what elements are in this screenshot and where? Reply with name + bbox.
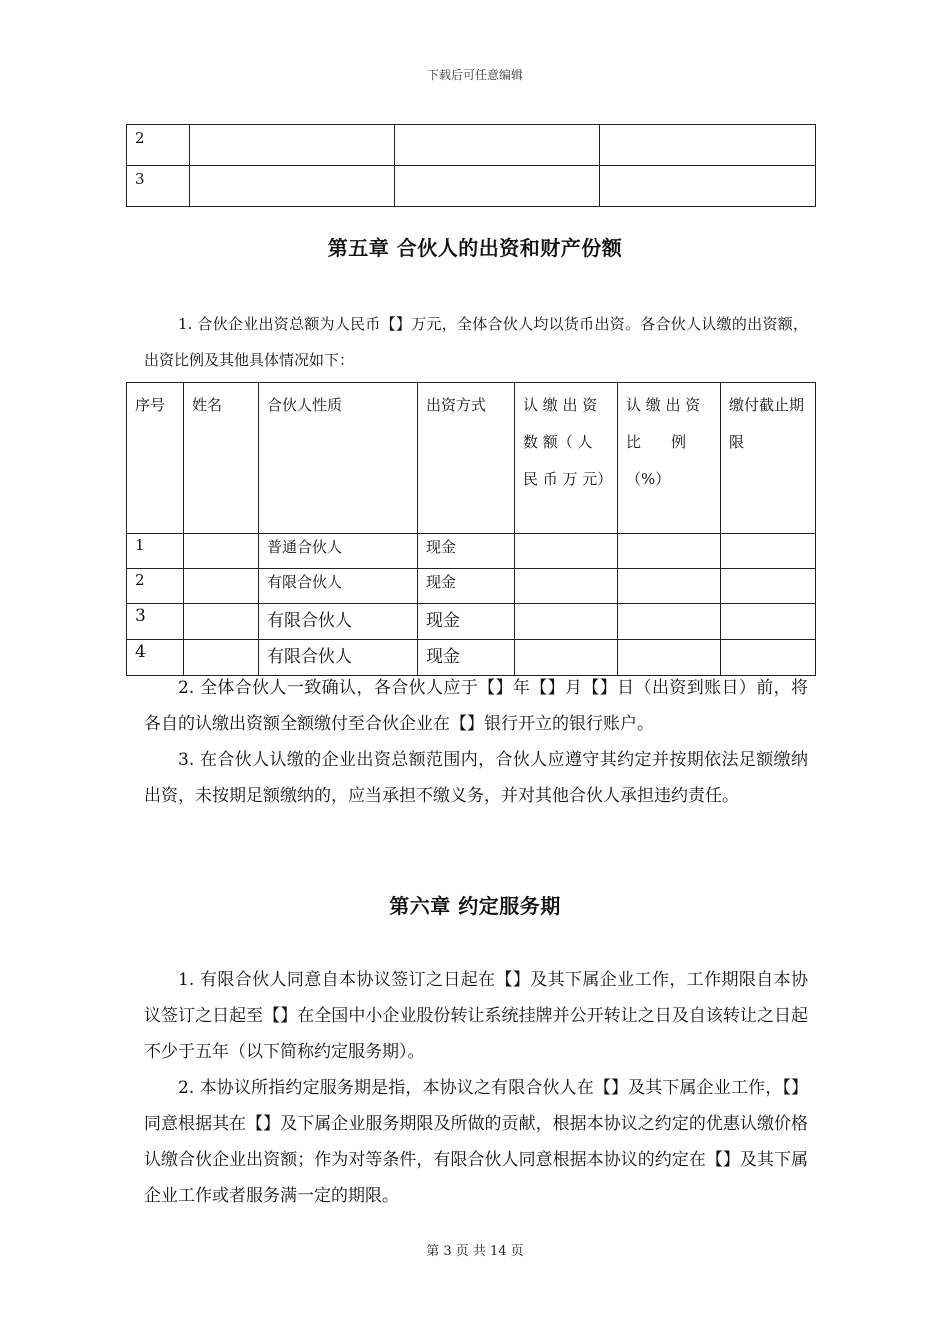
cell-name bbox=[184, 534, 259, 569]
table-row bbox=[127, 569, 816, 604]
chapter-6-para-1: 1. 有限合伙人同意自本协议签订之日起在【】及其下属企业工作，工作期限自本协议签订之日起至【】在全国中小企业股份转让系统挂牌并公开转让之日及自该转让之日起不少于五年（以下简称约定服务期）。 bbox=[144, 970, 808, 1062]
chapter-6-title: 第六章 约定服务期 bbox=[389, 894, 561, 918]
chapter-6-para-2: 2. 本协议所指约定服务期是指，本协议之有限合伙人在【】及其下属企业工作，【】同意根据其在【】及下属企业服务期限及所做的贡献，根据本协议之约定的优惠认缴价格认缴合伙企业出资额；作为对等条件，有限合伙人同意根据本协议的约定在【】及其下属企业工作或者服务满一定的期限。 bbox=[144, 1078, 808, 1206]
cell-ratio bbox=[618, 534, 721, 569]
cell-method: 现金 bbox=[418, 534, 515, 569]
cell-method: 现金 bbox=[418, 569, 515, 604]
header-cell-amount: 认 缴 出 资 数 额（ 人 民 币 万 元） bbox=[515, 383, 618, 534]
continued-table bbox=[126, 124, 816, 207]
cell-amount bbox=[515, 534, 618, 569]
cell-method: 现金 bbox=[418, 640, 515, 676]
header-cell-ratio: 认 缴 出 资 比 例（%） bbox=[618, 383, 721, 534]
header-cell-deadline: 缴付截止期限 bbox=[721, 383, 816, 534]
cell-ratio bbox=[618, 604, 721, 640]
cell-deadline bbox=[721, 604, 816, 640]
table-cell bbox=[395, 125, 600, 166]
cell-ratio bbox=[618, 569, 721, 604]
table-row bbox=[127, 534, 816, 569]
cell-num: 3 bbox=[127, 604, 184, 640]
contribution-table bbox=[126, 382, 816, 676]
table-cell-num: 3 bbox=[127, 166, 190, 207]
page-header: 下载后可任意编辑 bbox=[426, 68, 523, 82]
header-cell-method: 出资方式 bbox=[418, 383, 515, 534]
header-cell-name: 姓名 bbox=[184, 383, 259, 534]
table-cell bbox=[190, 166, 395, 207]
cell-type: 有限合伙人 bbox=[259, 569, 418, 604]
table-cell bbox=[190, 125, 395, 166]
table-cell bbox=[395, 166, 600, 207]
table-row bbox=[127, 166, 816, 207]
chapter-5-title: 第五章 合伙人的出资和财产份额 bbox=[327, 236, 623, 260]
page-footer: 第 3 页 共 14 页 bbox=[426, 1244, 524, 1259]
table-row bbox=[127, 604, 816, 640]
cell-num: 4 bbox=[127, 640, 184, 676]
chapter-5-para-3: 3. 在合伙人认缴的企业出资总额范围内，合伙人应遵守其约定并按期依法足额缴纳出资，未按期足额缴纳的，应当承担不缴义务，并对其他合伙人承担违约责任。 bbox=[144, 750, 808, 806]
cell-type: 普通合伙人 bbox=[259, 534, 418, 569]
table-cell-num: 2 bbox=[127, 125, 190, 166]
cell-num: 2 bbox=[127, 569, 184, 604]
cell-name bbox=[184, 569, 259, 604]
table-cell bbox=[600, 125, 816, 166]
cell-deadline bbox=[721, 534, 816, 569]
table-cell bbox=[600, 166, 816, 207]
cell-deadline bbox=[721, 569, 816, 604]
chapter-5-para-1: 1. 合伙企业出资总额为人民币【】万元，全体合伙人均以货币出资。各合伙人认缴的出资额，出资比例及其他具体情况如下： bbox=[144, 315, 808, 369]
header-cell-seq: 序号 bbox=[127, 383, 184, 534]
header-cell-type: 合伙人性质 bbox=[259, 383, 418, 534]
table-header-row bbox=[127, 383, 816, 534]
cell-num: 1 bbox=[127, 534, 184, 569]
cell-amount bbox=[515, 569, 618, 604]
cell-type: 有限合伙人 bbox=[259, 604, 418, 640]
cell-type: 有限合伙人 bbox=[259, 640, 418, 676]
cell-name bbox=[184, 604, 259, 640]
cell-amount bbox=[515, 604, 618, 640]
cell-method: 现金 bbox=[418, 604, 515, 640]
table-row bbox=[127, 125, 816, 166]
chapter-5-para-2: 2. 全体合伙人一致确认，各合伙人应于【】年【】月【】日（出资到账日）前，将各自的认缴出资额全额缴付至合伙企业在【】银行开立的银行账户。 bbox=[144, 678, 808, 734]
